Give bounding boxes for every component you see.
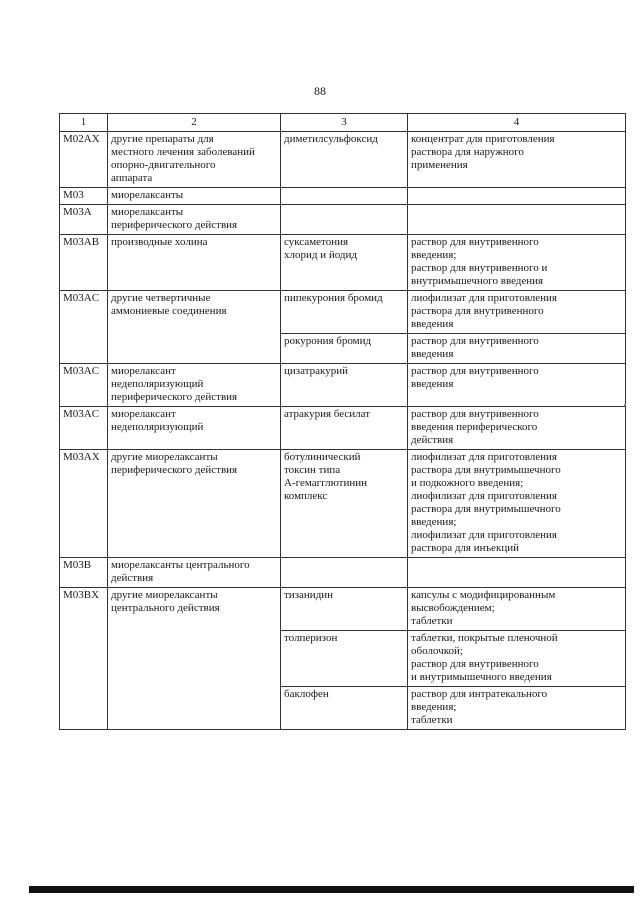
drug-name-cell <box>281 364 408 407</box>
group-name-line: другие четвертичные <box>111 292 211 304</box>
dosage-form-cell <box>408 132 626 188</box>
group-name-line: другие миорелаксанты <box>111 589 218 601</box>
dosage-form-cell <box>408 334 626 364</box>
dosage-form-line: раствор для внутривенного и <box>411 262 548 274</box>
atc-code-cell: M03BX <box>60 588 108 730</box>
drug-name-line: токсин типа <box>284 464 341 476</box>
dosage-form-line: внутримышечного введения <box>411 275 544 287</box>
group-name-line: местного лечения заболеваний <box>111 146 255 158</box>
drug-name-line: хлорид и йодид <box>284 249 358 261</box>
dosage-form-line: применения <box>411 159 468 171</box>
dosage-form-line: концентрат для приготовления <box>411 133 555 145</box>
group-name-line: действия <box>111 572 154 584</box>
group-name-line: миорелаксанты <box>111 206 184 218</box>
table-header-row <box>60 114 626 132</box>
dosage-form-line: действия <box>411 434 454 446</box>
group-name-cell <box>108 188 281 205</box>
group-name-line: недеполяризующий <box>111 378 204 390</box>
atc-code-cell: M03A <box>60 205 108 235</box>
drug-name-line: ботулинический <box>284 451 361 463</box>
table-row <box>60 188 626 205</box>
atc-code-cell: M03AC <box>60 291 108 364</box>
drug-name-line: толперизон <box>284 632 338 644</box>
table-body <box>60 132 626 730</box>
group-name-cell <box>108 588 281 730</box>
drug-name-cell <box>281 188 408 205</box>
dosage-form-line: лиофилизат для приготовления <box>411 292 557 304</box>
drug-name-cell <box>281 235 408 291</box>
dosage-form-cell <box>408 687 626 730</box>
dosage-form-line: раствор для внутривенного <box>411 335 539 347</box>
dosage-form-line: лиофилизат для приготовления <box>411 490 557 502</box>
group-name-line: миорелаксанты центрального <box>111 559 250 571</box>
dosage-form-line: раствор для внутривенного <box>411 408 539 420</box>
dosage-form-cell <box>408 205 626 235</box>
dosage-form-line: введения; <box>411 516 457 528</box>
dosage-form-line: капсулы с модифицированным <box>411 589 556 601</box>
table-row <box>60 558 626 588</box>
dosage-form-cell <box>408 558 626 588</box>
dosage-form-line: раствор для внутривенного <box>411 658 539 670</box>
drug-name-line: цизатракурий <box>284 365 349 377</box>
dosage-form-cell <box>408 450 626 558</box>
dosage-form-line: раствора для наружного <box>411 146 524 158</box>
drug-name-line: диметилсульфоксид <box>284 133 378 145</box>
group-name-line: опорно-двигательного <box>111 159 216 171</box>
drug-name-line: баклофен <box>284 688 329 700</box>
group-name-line: миорелаксант <box>111 408 176 420</box>
group-name-line: другие миорелаксанты <box>111 451 218 463</box>
drug-name-line: суксаметония <box>284 236 349 248</box>
bottom-rule <box>29 886 634 893</box>
dosage-form-cell <box>408 407 626 450</box>
group-name-line: периферического действия <box>111 391 238 403</box>
group-name-line: миорелаксанты <box>111 189 184 201</box>
dosage-form-line: таблетки, покрытые пленочной <box>411 632 558 644</box>
drug-table <box>59 113 626 730</box>
atc-code-cell: M03AB <box>60 235 108 291</box>
group-name-cell <box>108 364 281 407</box>
dosage-form-line: раствора для внутримышечного <box>411 464 561 476</box>
dosage-form-line: высвобождением; <box>411 602 495 614</box>
group-name-line: аппарата <box>111 172 153 184</box>
group-name-cell <box>108 558 281 588</box>
drug-name-cell <box>281 558 408 588</box>
drug-name-cell <box>281 450 408 558</box>
drug-name-line: пипекурония бромид <box>284 292 383 304</box>
atc-code-cell: M03AC <box>60 407 108 450</box>
group-name-line: миорелаксант <box>111 365 176 377</box>
drug-name-line: рокурония бромид <box>284 335 372 347</box>
group-name-cell <box>108 291 281 364</box>
drug-name-cell <box>281 205 408 235</box>
group-name-line: центрального действия <box>111 602 220 614</box>
dosage-form-line: оболочкой; <box>411 645 463 657</box>
atc-code-cell: M03 <box>60 188 108 205</box>
drug-name-cell <box>281 687 408 730</box>
drug-name-cell <box>281 631 408 687</box>
table-row <box>60 364 626 407</box>
dosage-form-line: введения <box>411 378 454 390</box>
atc-code-cell: M03AC <box>60 364 108 407</box>
drug-name-cell <box>281 407 408 450</box>
atc-code-cell: M03AX <box>60 450 108 558</box>
column-header-code: 1 <box>60 114 108 132</box>
dosage-form-line: таблетки <box>411 714 453 726</box>
group-name-cell <box>108 407 281 450</box>
column-header-drug: 3 <box>281 114 408 132</box>
dosage-form-line: лиофилизат для приготовления <box>411 451 557 463</box>
dosage-form-cell <box>408 235 626 291</box>
dosage-form-line: и внутримышечного введения <box>411 671 552 683</box>
dosage-form-cell <box>408 188 626 205</box>
dosage-form-line: раствор для интратекального <box>411 688 548 700</box>
group-name-cell <box>108 235 281 291</box>
dosage-form-line: раствор для внутривенного <box>411 236 539 248</box>
table-row <box>60 407 626 450</box>
dosage-form-line: раствора для внутримышечного <box>411 503 561 515</box>
dosage-form-line: введения периферического <box>411 421 538 433</box>
drug-name-cell <box>281 132 408 188</box>
table-row <box>60 205 626 235</box>
dosage-form-line: таблетки <box>411 615 453 627</box>
column-header-form: 4 <box>408 114 626 132</box>
group-name-line: периферического действия <box>111 219 238 231</box>
group-name-line: периферического действия <box>111 464 238 476</box>
dosage-form-line: и подкожного введения; <box>411 477 524 489</box>
dosage-form-line: введения; <box>411 701 457 713</box>
group-name-line: аммониевые соединения <box>111 305 227 317</box>
dosage-form-cell <box>408 364 626 407</box>
drug-name-cell <box>281 588 408 631</box>
dosage-form-line: раствора для инъекций <box>411 542 520 554</box>
scan-speck <box>624 404 626 406</box>
drug-name-cell <box>281 291 408 334</box>
drug-name-cell <box>281 334 408 364</box>
table-row <box>60 450 626 558</box>
drug-name-line: комплекс <box>284 490 328 502</box>
dosage-form-line: лиофилизат для приготовления <box>411 529 557 541</box>
dosage-form-cell <box>408 631 626 687</box>
group-name-line: производные холина <box>111 236 208 248</box>
table-row <box>60 235 626 291</box>
dosage-form-line: введения; <box>411 249 457 261</box>
dosage-form-line: раствора для внутривенного <box>411 305 544 317</box>
atc-code-cell: M02AX <box>60 132 108 188</box>
table-row <box>60 132 626 188</box>
group-name-cell <box>108 205 281 235</box>
drug-name-line: А-гемагглютинин <box>284 477 368 489</box>
dosage-form-cell <box>408 588 626 631</box>
drug-name-line: тизанидин <box>284 589 334 601</box>
group-name-cell <box>108 450 281 558</box>
dosage-form-cell <box>408 291 626 334</box>
group-name-line: недеполяризующий <box>111 421 204 433</box>
column-header-group: 2 <box>108 114 281 132</box>
group-name-cell <box>108 132 281 188</box>
table-row <box>60 588 626 631</box>
dosage-form-line: введения <box>411 318 454 330</box>
group-name-line: другие препараты для <box>111 133 214 145</box>
drug-name-line: атракурия бесилат <box>284 408 371 420</box>
dosage-form-line: введения <box>411 348 454 360</box>
atc-code-cell: M03B <box>60 558 108 588</box>
page-number: 88 <box>314 84 326 98</box>
dosage-form-line: раствор для внутривенного <box>411 365 539 377</box>
table-row <box>60 291 626 334</box>
